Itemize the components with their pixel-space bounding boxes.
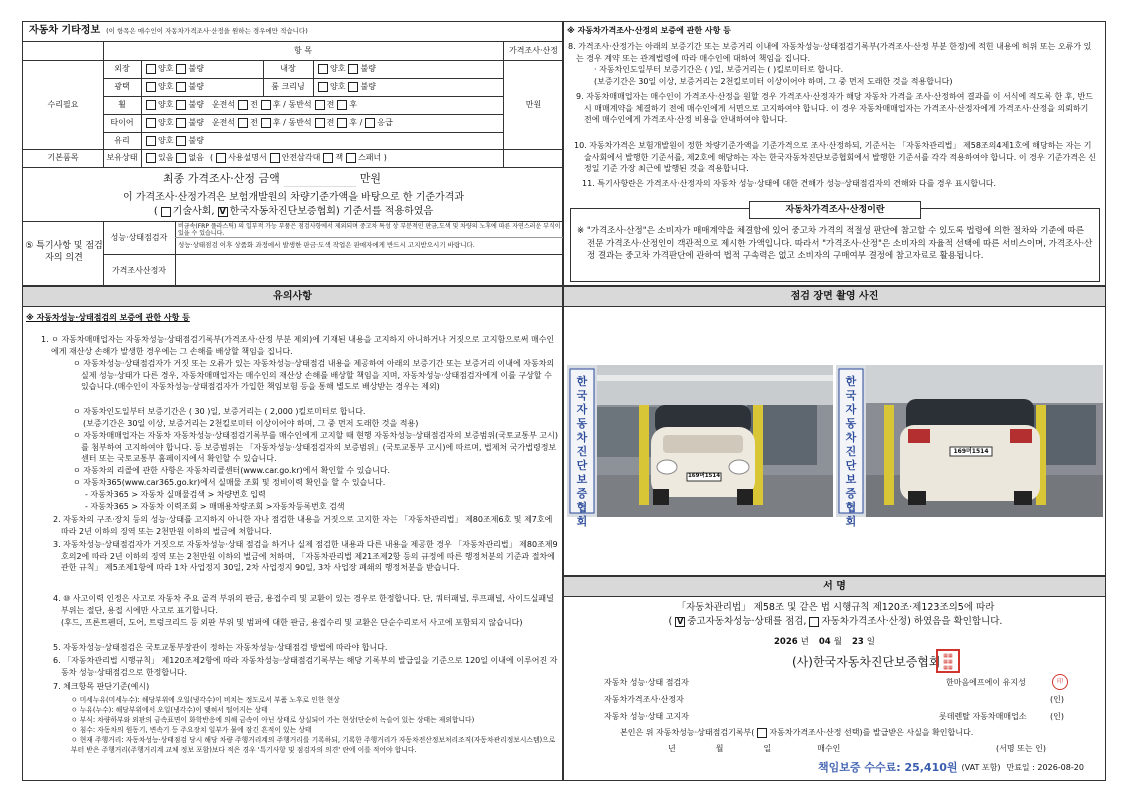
buyer-price-checkbox[interactable] xyxy=(757,728,767,738)
manual-checkbox[interactable] xyxy=(216,153,226,163)
col-price: 가격조사·산정 xyxy=(509,46,558,55)
gloss-options: 양호 불량 xyxy=(143,78,204,96)
signature-org: (사)한국자동차진단보증협회 xyxy=(792,654,941,669)
col-item: 항 목 xyxy=(294,46,312,55)
photo-rear-plate: 169머1514 xyxy=(953,448,989,455)
perf-inspector-label: 성능·상태점검자 xyxy=(110,232,168,242)
photo-panel xyxy=(563,286,1106,576)
item-11: 11. 특기사항란은 가격조사·산정자의 자동차 성능·상태에 대한 견해가 성능·상태점검자의 견해와 다를 경우 표시합니다. xyxy=(582,179,997,188)
price-inspector-label: 가격조사산정자 xyxy=(111,265,167,275)
final-price-row xyxy=(163,169,381,189)
sig-notifier-seal: (인) xyxy=(1050,712,1064,721)
perf-check-checkbox[interactable]: V xyxy=(677,617,684,626)
notice-p7a: ㅇ 미세누유(미세누수): 해당부위에 오일(냉각수)이 비치는 정도로서 부품 노후로 인한 현상 xyxy=(71,696,340,704)
signature-title: 서 명 xyxy=(564,577,1105,597)
gloss-bad-checkbox[interactable] xyxy=(176,82,186,92)
price-guarantee-heading: ※ 자동차가격조사·산정의 보증에 관한 사항 등 xyxy=(567,26,731,35)
room-good-checkbox[interactable] xyxy=(318,82,328,92)
inspection-photo-rear xyxy=(836,365,1103,528)
notice-p1f: ㅇ 자동차의 리콜에 관한 사항은 자동차리콜센터(www.car.go.kr)에서 확인할 수 있습니다. xyxy=(73,466,391,475)
row-wheel: 휠 xyxy=(118,100,126,109)
notice-p7: 7. 체크항목 판단기준(예시) xyxy=(53,682,150,691)
notice-p3: 3. 자동차성능·상태점검자가 거짓으로 자동차성능·상태 점검을 하거나 실제 점검한 내용과 다른 내용을 제공한 경우 「자동차관리법」 제80조제9호의2에 따라 2년 이하의 징역 또는 2천만원 이하의 벌금에 처하며, 「자동차관리법 제21조제2항 등의 규정에 따른 행정처분의 기준과 절차에 관한 규칙」 제5조제1항에 따라 1차 사업정지 30일, 2차 사업정지 90일, 3차 사업장 폐쇄의 행정처분을 받습니다. xyxy=(53,540,558,572)
tire-options: 양호 불량 운전석 전 후 / 동반석 전 후 / 응급 xyxy=(143,114,393,132)
notice-heading: ※ 자동차성능·상태점검의 보증에 관한 사항 등 xyxy=(26,313,190,322)
row-exterior: 외장 xyxy=(114,64,130,73)
price-definition-box xyxy=(570,205,1100,282)
glass-bad-checkbox[interactable] xyxy=(176,136,186,146)
sig-perf-label: 자동차 성능·상태 점검자 xyxy=(604,678,689,687)
basic-label: 기본품목 xyxy=(47,153,79,162)
exterior-bad-checkbox[interactable] xyxy=(176,64,186,74)
row-glass: 유리 xyxy=(114,135,130,145)
photo-title: 점검 장면 촬영 사진 xyxy=(564,287,1105,307)
signature-law-line: 「자동차관리법」 제58조 및 같은 법 시행규칙 제120조·제123조의5에 따라 xyxy=(676,602,995,614)
notice-p7b: ㅇ 누유(누수): 해당부위에서 오일(냉각수)이 맺혀서 떨어지는 상태 xyxy=(71,706,268,714)
tire-good-checkbox[interactable] xyxy=(146,118,156,128)
notice-p2: 2. 자동차의 구조·장치 등의 성능·상태를 고지하지 아니한 자나 점검한 내용을 거짓으로 고지한 자는 「자동차관리법」 제80조제6호 및 제7호에 따라 2년 이하의 징역 또는 2천만원 이하의 벌금에 처합니다. xyxy=(53,515,553,536)
photo-front-banner: 한국자동차진단보증협회 xyxy=(576,375,588,528)
final-price-unit: 만원 xyxy=(359,172,382,186)
notice-p5: 5. 자동차성능·상태점검은 국토교통부장관이 정하는 자동차성능·상태점검 방법에 따라야 합니다. xyxy=(53,643,388,652)
notice-p1c: ㅇ 자동차인도일부터 보증기간은 ( 30 )일, 보증거리는 ( 2,000 )킬로미터로 합니다. xyxy=(73,407,366,416)
notice-p7d: ㅇ 침수: 자동차의 원동기, 변속기 등 주요장치 일부가 물에 잠긴 흔적이 있는 상태 xyxy=(71,726,312,734)
fee-label: 책임보증 수수료: 25,410원 xyxy=(818,761,958,775)
notice-p7c: ㅇ 부식: 차량하부와 외판의 금속표면이 화학반응에 의해 금속이 아닌 상태로 상실되어 가는 현상(단순히 녹슬어 있는 상태는 제외합니다) xyxy=(71,716,475,724)
photo-front-image xyxy=(567,365,833,517)
kadi-checkbox[interactable]: V xyxy=(219,207,226,216)
glass-good-checkbox[interactable] xyxy=(146,136,156,146)
notice-p1: 1. ㅇ 자동차매매업자는 자동차성능·상태점검기록부(가격조사·산정 부분 제외)에 기재된 내용을 고지하지 아니하거나 거짓으로 고지함으로써 매수인에게 재산상 손해가 발생한 경우에는 그 손해를 배상할 책임을 집니다. xyxy=(41,335,555,356)
triangle-checkbox[interactable] xyxy=(270,153,280,163)
tire-driver-rear-checkbox[interactable] xyxy=(261,118,271,128)
notice-p1e: ㅇ 자동차매매업자는 자동차 자동차성능·상태점검기록부를 매수인에게 고지할 때 현행 자동차성능·상태점검자의 보증범위(국토교통부 고시)를 첨부하여 고지하여야 합니다. 등 보증범위는 「자동차성능·상태점검자의 보증범위」(국토교통부 고시)에 따르며, 법제처 국가법령정보센터 또는 국토교통부 홈페이지에서 확인할 수 있습니다. xyxy=(73,431,558,463)
other-info-note: (이 항목은 매수인이 자동차가격조사·산정을 원하는 경우에만 적습니다) xyxy=(106,27,308,36)
item-8b: · 자동차인도일부터 보증기간은 ( )일, 보증거리는 ( )킬로미터로 합니다. xyxy=(594,65,844,74)
row-room-clean: 룸 크리닝 xyxy=(271,82,305,91)
standard-line-2: ( 기술사회, V 한국자동차진단보증협회) 기준서를 적용하였음 xyxy=(153,205,434,217)
repair-label: 수리필요 xyxy=(47,99,79,109)
other-info-panel xyxy=(22,21,563,286)
org-seal-icon: ▦▦ ▦▦ ▦▦ xyxy=(936,649,960,673)
tire-driver-front-checkbox[interactable] xyxy=(238,118,248,128)
price-definition-title: 자동차가격조사·산정이란 xyxy=(749,201,921,219)
jack-checkbox[interactable] xyxy=(323,153,333,163)
signature-panel xyxy=(563,576,1106,781)
sig-buyer-date: 년 월 일 매수인 xyxy=(668,744,841,753)
final-price-input[interactable] xyxy=(284,171,356,187)
notice-p1h: - 자동차365 > 자동차 실매물검색 > 차량번호 입력 xyxy=(85,490,266,499)
tire-pass-front-checkbox[interactable] xyxy=(315,118,325,128)
notice-p6: 6. 「자동차관리법 시행규칙」 제120조제2항에 따라 자동차성능·상태점검기록부는 해당 기록부의 발급일을 기준으로 120일 이내에 이루어진 자동차 성능·상태점검으로 한정합니다. xyxy=(53,656,558,677)
possession-label: 보유상태 xyxy=(106,153,138,162)
signature-date: 2026 년 04 월 23 일 xyxy=(774,636,876,647)
basic-options: 있음 없음 ( 사용설명서 안전삼각대 잭 스패너 ) xyxy=(143,149,387,167)
none-checkbox[interactable] xyxy=(176,153,186,163)
notice-p1g: ㅇ 자동차365(www.car365.go.kr)에서 실매물 조회 및 정비이력 확인을 할 수 있습니다. xyxy=(73,478,386,487)
interior-options: 양호 불량 xyxy=(315,60,376,78)
sig-notifier-name: 롯데렌탈 자동차매매업소 xyxy=(939,712,1027,721)
exterior-options: 양호 불량 xyxy=(143,60,204,78)
spanner-checkbox[interactable] xyxy=(346,153,356,163)
notice-p4: 4. ⑩ 사고이력 인정은 사고로 자동차 주요 골격 부위의 판금, 용접수리 및 교환이 있는 경우로 한정합니다. 단, 쿼터패널, 루프패널, 사이드실패널 부위는 절단, 용접 시에만 사고로 표기합니다. xyxy=(53,594,554,615)
price-unit: 만원 xyxy=(525,99,542,109)
row-tire: 타이어 xyxy=(110,118,134,127)
row-gloss: 광택 xyxy=(114,82,130,91)
notice-p1d: (보증기간은 30일 이상, 보증거리는 2천킬로미터 이상이어야 하며, 그 중 먼저 도래한 것을 적용) xyxy=(83,419,419,428)
other-info-header xyxy=(23,22,564,42)
wheel-bad-checkbox[interactable] xyxy=(176,100,186,110)
perf-note: 비금속(FRP 플라스틱) 의 일부적 가능 부품은 점검사항에서 제외되며 중고차 특성 상 부분적인 판금,도색 및 차량의 노후에 따른 자연스러운 부식이 있을 수 있습니다. xyxy=(178,222,561,237)
final-price-label: 최종 가격조사·산정 금액 xyxy=(163,172,280,186)
wheel-pass-rear-checkbox[interactable] xyxy=(337,100,347,110)
tire-emergency-checkbox[interactable] xyxy=(365,118,375,128)
wheel-driver-front-checkbox[interactable] xyxy=(238,100,248,110)
photo-front-plate: 169머1514 xyxy=(687,473,721,479)
exterior-good-checkbox[interactable] xyxy=(146,64,156,74)
notice-p1b: ㅇ 자동차성능·상태점검자가 거짓 또는 오류가 있는 자동차성능·상태점검 내용을 제공하여 아래의 보증기간 또는 보증거리 이내에 자동차의 실제 성능·상태가 다른 경우, 자동차매매업자는 매수인의 재산상 손해를 배상할 책임을 지며, 자동차성능·상태점검자에게 이를 구상할 수 있습니다.(매수인이 자동차성능·상태점검자가 가입한 책임보험 등을 통해 별도로 배상받는 경우는 제외) xyxy=(73,359,555,391)
item-8: 8. 가격조사·산정가는 아래의 보증기간 또는 보증거리 이내에 자동차성능·상태점검기록부(가격조사·산정 부분 한정)에 적힌 내용에 허위 또는 오류가 있는 경우 계약 또는 관계법령에 따라 매수인에 대하여 책임을 집니다. xyxy=(568,42,1092,63)
interior-bad-checkbox[interactable] xyxy=(348,64,358,74)
item-8c: (보증기간은 30일 이상, 보증거리는 2천킬로미터 이상이어야 하며, 그 중 먼저 도래한 것을 적용합니다) xyxy=(594,77,953,86)
sig-notifier-label: 자동차 성능·상태 고지자 xyxy=(604,712,689,721)
fee-expiry: 만료일 : 2026-08-20 xyxy=(1006,763,1084,772)
item-9: 9. 자동차매매업자는 매수인이 가격조사·산정을 원할 경우 가격조사·산정자가 해당 자동차 가격을 조사·산정하여 결과를 이 서식에 적도록 한 후, 반드시 매매계약을 체결하기 전에 매수인에게 서면으로 고지하여야 합니다. 이 경우 자동차매매업자는 가격조사·산정자에게 가격조사·산정을 의뢰하기 전에 매수인에게 가격조사·산정 비용을 안내하여야 합니다. xyxy=(576,92,1093,124)
interior-good-checkbox[interactable] xyxy=(318,64,328,74)
tire-pass-rear-checkbox[interactable] xyxy=(337,118,347,128)
photo-rear-banner: 한국자동차진단보증협회 xyxy=(845,375,857,528)
notice-p4b: (후드, 프론트펜더, 도어, 트렁크리드 등 외판 부위 및 범퍼에 대한 판금, 용접수리 및 교환은 단순수리로서 사고에 포함되지 않습니다) xyxy=(61,618,523,627)
standard-line-1: 이 가격조사·산정가격은 보험개발원의 차량기준가액을 바탕으로 한 기준가격과 xyxy=(122,191,465,203)
item-10: 10. 자동차가격은 보험개발원이 정한 차량기준가액을 기준가격으로 조사·산정하되, 기준서는 「자동차관리법」 제58조의4제1호에 해당하는 자는 기술사회에서 발행한 기준서를, 제2호에 해당하는 자는 한국자동차진단보증협회에서 발행한 기준서를 각각 적용하여야 합니다. 이 경우 기준가격은 신정일 기준 가장 최근에 발행된 것을 적용합니다. xyxy=(574,141,1096,173)
perf-note-2: 성능·상태점검 이후 상품화 과정에서 발생한 판금·도색 작업은 판매자에게 반드시 고지받으시기 바랍니다. xyxy=(178,241,475,250)
wheel-good-checkbox[interactable] xyxy=(146,100,156,110)
sig-buyer-line: 본인은 위 자동차성능·상태점검기록부( 자동차가격조사·산정 선택)를 발급받은 사실을 확인합니다. xyxy=(620,728,974,737)
wheel-options: 양호 불량 운전석 전 후 / 동반석 전 후 xyxy=(143,96,357,114)
notice-panel xyxy=(22,286,563,781)
sig-price-seal: (인) xyxy=(1050,695,1064,704)
special-label: ⑤ 특기사항 및 점검자의 의견 xyxy=(25,241,103,263)
gloss-good-checkbox[interactable] xyxy=(146,82,156,92)
tech-society-checkbox[interactable] xyxy=(161,207,171,217)
notice-title: 유의사항 xyxy=(23,287,562,307)
price-check-checkbox[interactable] xyxy=(809,617,819,627)
inspection-photo-front xyxy=(567,365,833,528)
wheel-pass-front-checkbox[interactable] xyxy=(315,100,325,110)
row-interior: 내장 xyxy=(280,64,296,73)
other-info-title: 자동차 기타정보 xyxy=(29,25,101,37)
room-bad-checkbox[interactable] xyxy=(348,82,358,92)
photo-rear-image xyxy=(836,365,1103,517)
sig-buyer-sign: (서명 또는 인) xyxy=(996,744,1046,753)
fee-row xyxy=(818,760,1084,776)
price-guarantee-panel xyxy=(563,21,1106,286)
have-checkbox[interactable] xyxy=(146,153,156,163)
signature-check-line: ( V 중고자동차성능·상태를 점검, 자동차가격조사·산정) 하였음을 확인합니다. xyxy=(668,616,1003,628)
notice-p1i: - 자동차365 > 자동차 이력조회 > 매매용차량조회 >자동차등록번호 검색 xyxy=(85,502,345,511)
wheel-driver-rear-checkbox[interactable] xyxy=(261,100,271,110)
glass-options: 양호 불량 xyxy=(143,132,204,149)
sig-perf-name: 한마음에프에이 유지성 xyxy=(946,678,1026,687)
perf-seal-icon: 印 xyxy=(1052,674,1068,690)
price-definition-text: ※ "가격조사·산정"은 소비자가 매매계약을 체결함에 있어 중고차 가격의 적절성 판단에 참고할 수 있도록 법령에 의한 절차와 기준에 따른 전문 가격조사·산정인이 객관적으로 제시한 가액입니다. 따라서 "가격조사·산정"은 소비자의 자율적 선택에 따른 서비스이며, 가격조사·산정 결과는 중고차 가격판단에 관하여 법적 구속력은 없고 소비자의 구매여부 결정에 참고자료로 활용됩니다. xyxy=(577,226,1093,261)
room-clean-options: 양호 불량 xyxy=(315,78,376,96)
notice-p7e: ㅇ 현재 주행거리: 자동차성능·상태점검 당시 해당 차량 주행거리계의 주행거리를 기록하되, 기록한 주행거리가 자동차전산정보처리조직(자동차관리정보시스템)으로부터 받은 주행거리(주행거리계 교체 정보 포함)보다 적은 경우 '특기사항 및 점검자의 의견' 란에 이를 적어야 합니다. xyxy=(71,736,556,754)
sig-price-label: 자동차가격조사·산정자 xyxy=(604,695,684,704)
fee-note: (VAT 포함) xyxy=(961,763,1001,772)
tire-bad-checkbox[interactable] xyxy=(176,118,186,128)
